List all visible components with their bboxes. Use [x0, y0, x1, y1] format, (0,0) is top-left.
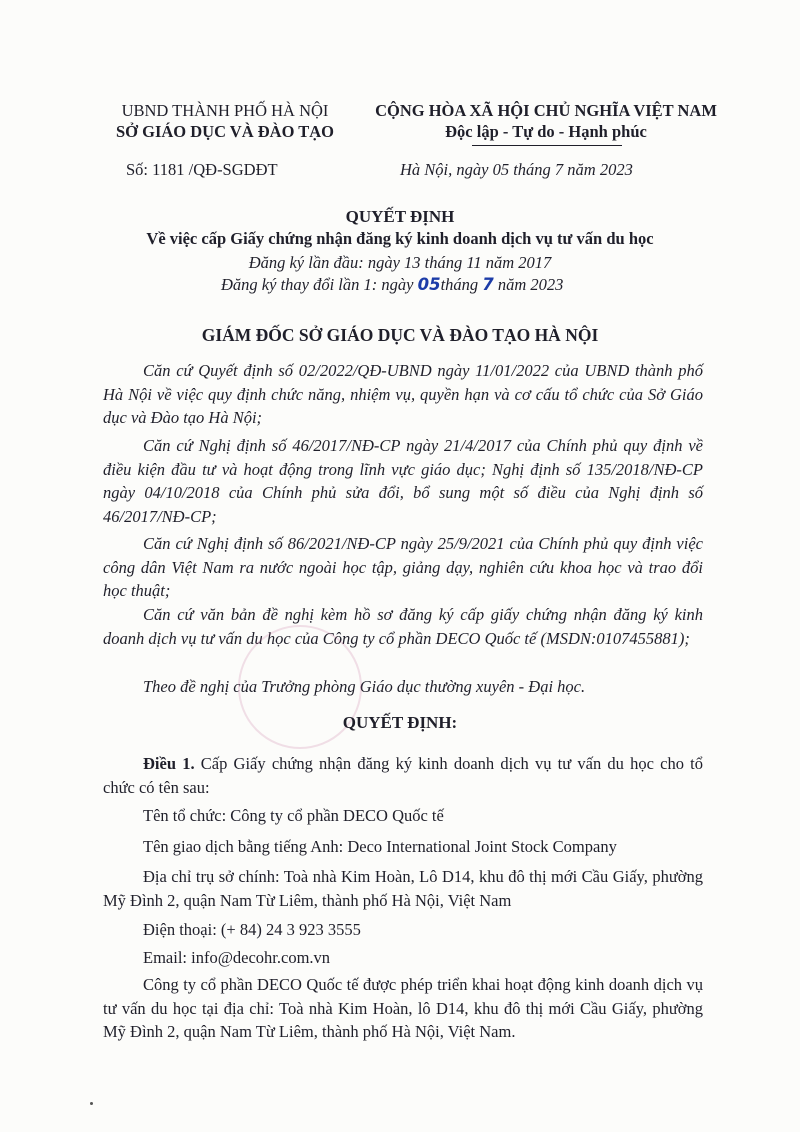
- amended-year: năm 2023: [493, 275, 564, 294]
- english-name: Tên giao dịch bằng tiếng Anh: Deco International Joint Stock Company: [143, 837, 617, 856]
- national-title: CỘNG HÒA XÃ HỘI CHỦ NGHĨA VIỆT NAM: [375, 101, 717, 120]
- article-1-label: Điều 1.: [143, 754, 195, 773]
- basis-5: Theo đề nghị của Trưởng phòng Giáo dục thường xuyên - Đại học.: [143, 677, 586, 696]
- basis-4: Căn cứ văn bản đề nghị kèm hồ sơ đăng ký cấp giấy chứng nhận đăng ký kinh doanh dịch vụ tư vấn du học của Công ty cổ phần DECO Quốc tế (MSDN:0107455881);: [103, 605, 703, 648]
- article-1: [103, 752, 703, 799]
- decision-heading: QUYẾT ĐỊNH:: [342, 713, 458, 732]
- scan-speck: [90, 1102, 93, 1105]
- basis-3: Căn cứ Nghị định số 86/2021/NĐ-CP ngày 25/9/2021 của Chính phủ quy định việc công dân Việt Nam ra nước ngoài học tập, giảng dạy, nghiên cứu khoa học và trao đổi học thuật;: [103, 534, 703, 600]
- article-1-text: Cấp Giấy chứng nhận đăng ký kinh doanh dịch vụ tư vấn du học cho tổ chức có tên sau:: [103, 754, 703, 797]
- handwritten-month: 7: [482, 275, 494, 294]
- basis-2: Căn cứ Nghị định số 46/2017/NĐ-CP ngày 21/4/2017 của Chính phủ quy định về điều kiện đầu tư và hoạt động trong lĩnh vực giáo dục; Nghị định số 135/2018/NĐ-CP ngày 04/10/2018 của Chính phủ sửa đổi, bổ sung một số điều của Nghị định số 46/2017/NĐ-CP;: [103, 436, 703, 526]
- amended-registration: [221, 275, 563, 295]
- amended-registration-prefix: Đăng ký thay đổi lần 1: ngày: [221, 275, 418, 294]
- operation-location: Công ty cổ phần DECO Quốc tế được phép triển khai hoạt động kinh doanh dịch vụ tư vấn du học tại địa chỉ: Toà nhà Kim Hoàn, lô D14, khu đô thị mới Cầu Giấy, phường Mỹ Đình 2, quận Nam Từ Liêm, thành phố Hà Nội, Việt Nam.: [103, 975, 703, 1041]
- org-name: Tên tổ chức: Công ty cổ phần DECO Quốc tế: [143, 806, 444, 825]
- authority-title: GIÁM ĐỐC SỞ GIÁO DỤC VÀ ĐÀO TẠO HÀ NỘI: [201, 325, 599, 345]
- document-number: Số: 1181 /QĐ-SGDĐT: [126, 160, 278, 179]
- basis-1: Căn cứ Quyết định số 02/2022/QĐ-UBND ngày 11/01/2022 của UBND thành phố Hà Nội về việc quy định chức năng, nhiệm vụ, quyền hạn và cơ cấu tổ chức của Sở Giáo dục và Đào tạo Hà Nội;: [103, 361, 703, 427]
- email: Email: info@decohr.com.vn: [143, 948, 331, 967]
- place-date: Hà Nội, ngày 05 tháng 7 năm 2023: [400, 160, 633, 179]
- motto-underline: [472, 145, 622, 146]
- issuer-line-2: SỞ GIÁO DỤC VÀ ĐÀO TẠO: [115, 122, 335, 141]
- document-title: QUYẾT ĐỊNH: [345, 207, 455, 226]
- handwritten-day: 05: [417, 275, 441, 294]
- document-subject: Về việc cấp Giấy chứng nhận đăng ký kinh doanh dịch vụ tư vấn du học: [146, 229, 654, 248]
- first-registration: Đăng ký lần đầu: ngày 13 tháng 11 năm 2017: [248, 253, 552, 272]
- national-motto: Độc lập - Tự do - Hạnh phúc: [445, 122, 647, 141]
- amended-month-word: tháng: [440, 275, 483, 294]
- issuer-line-1: UBND THÀNH PHỐ HÀ NỘI: [121, 101, 329, 120]
- headquarters-address: Địa chỉ trụ sở chính: Toà nhà Kim Hoàn, Lô D14, khu đô thị mới Cầu Giấy, phường Mỹ Đình 2, quận Nam Từ Liêm, thành phố Hà Nội, Việt Nam: [103, 867, 703, 910]
- phone: Điện thoại: (+ 84) 24 3 923 3555: [143, 920, 361, 939]
